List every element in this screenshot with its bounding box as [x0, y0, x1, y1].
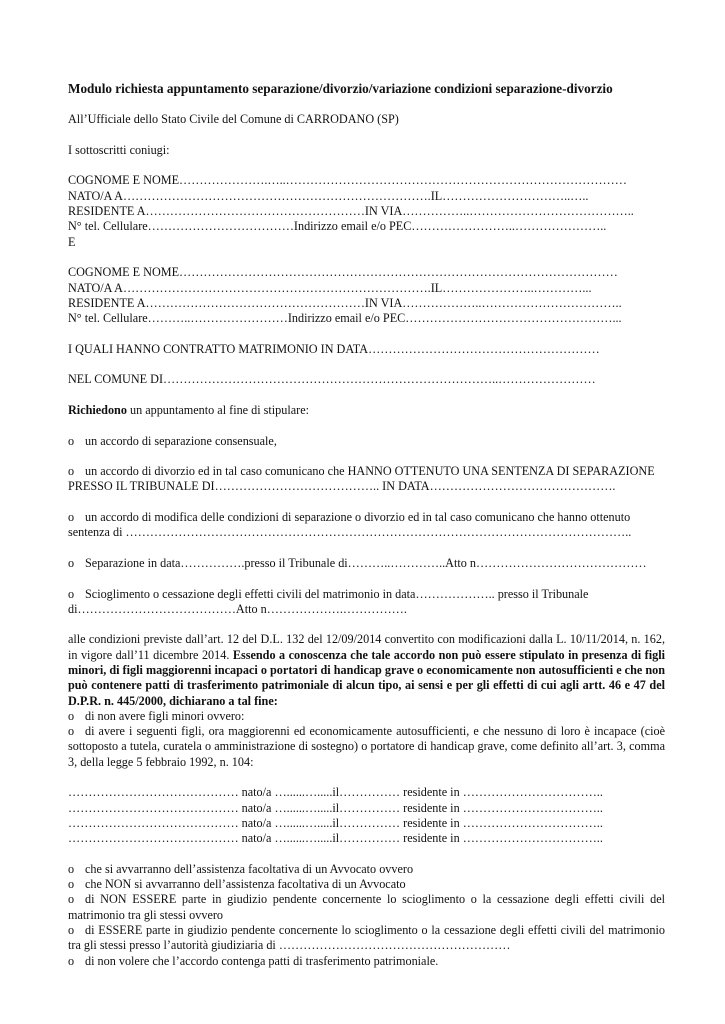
law-paragraph — [68, 632, 665, 708]
law-text: alle condizioni previste dall’art. 12 del D.L. 132 del 12/09/2014 convertito con modificazioni dalla L. 10/11/2014, n. 162, in vigore dall’11 dicembre 2014. — [68, 632, 665, 662]
document-title: Modulo richiesta appuntamento separazione/divorzio/variazione condizioni separazione-divorzio — [68, 81, 613, 96]
child-row[interactable]: …………………………………… nato/a …......….....il…………… residente in …………………………….. — [68, 800, 603, 815]
child-row[interactable]: …………………………………… nato/a …......….....il…………… residente in …………………………….. — [68, 815, 603, 830]
checkbox-icon[interactable]: o — [68, 923, 75, 938]
checkbox-icon[interactable]: o — [68, 861, 75, 876]
option-separation[interactable]: o un accordo di separazione consensuale, — [68, 433, 277, 448]
marriage-place-field[interactable]: NEL COMUNE DI………………………………………………………………………..…………………… — [68, 372, 596, 387]
request-line — [68, 403, 665, 418]
spouse-1-name-field[interactable]: COGNOME E NOME………………….…..………………………………………………………………………… — [68, 173, 627, 188]
option-without-lawyer[interactable]: o che NON si avvarranno dell’assistenza facoltativa di un Avvocato — [68, 877, 406, 892]
checkbox-icon[interactable]: o — [68, 877, 75, 892]
checkbox-icon[interactable]: o — [68, 510, 75, 525]
checkbox-icon[interactable]: o — [68, 708, 75, 723]
intro-text: I sottoscritti coniugi: — [68, 142, 170, 157]
spouse-2-contact-field[interactable]: N° tel. Cellulare………..……………………Indirizzo email e/o PEC……………………………………………... — [68, 311, 622, 326]
checkbox-icon[interactable]: o — [68, 555, 75, 570]
request-rest: un appuntamento al fine di stipulare: — [126, 402, 310, 417]
declaration-no-minors[interactable]: o di non avere figli minori ovvero: — [68, 708, 245, 723]
option-pending-case[interactable]: o di ESSERE parte in giudizio pendente concernente lo scioglimento o la cessazione degli effetti civili del matrimonio tra gli stessi presso l’autorità giudiziaria di ………………………………………………… — [68, 923, 665, 953]
sentence-field[interactable]: sentenza di …………………………………………………………………………………………………………….. — [68, 525, 632, 540]
checkbox-icon[interactable]: o — [68, 464, 75, 479]
option-with-lawyer[interactable]: o che si avvarranno dell’assistenza facoltativa di un Avvocato ovvero — [68, 861, 414, 876]
child-row[interactable]: …………………………………… nato/a …......….....il…………… residente in …………………………….. — [68, 831, 603, 846]
checkbox-icon[interactable]: o — [68, 586, 75, 601]
spouse-2-block — [68, 265, 665, 326]
declaration-adult-children[interactable]: o di avere i seguenti figli, ora maggiorenni ed economicamente autosufficienti, e che nessuno di loro è incapace (cioè sottoposto a tutela, curatela o amministrazione di sostegno) o portatore di handicap grave, come definito all’art. 3, comma 3, della legge 5 febbraio 1992, n. 104: — [68, 724, 665, 769]
option-modify-conditions[interactable]: o un accordo di modifica delle condizioni di separazione o divorzio ed in tal caso comunicano che hanno ottenuto sentenza di …………………………………………………………………………………………………………….. — [68, 510, 665, 541]
divorce-tribunal-field[interactable]: PRESSO IL TRIBUNALE DI………………………………….. IN DATA………………………………………. — [68, 479, 616, 494]
law-declaration: Essendo a conoscenza che tale accordo non può essere stipulato in presenza di figli minori, di figli maggiorenni incapaci o portatori di handicap grave o economicamente non autosufficienti e che non può contenere patti di trasferimento patrimoniale di alcun tipo, ai sensi e per gli effetti di cui agli artt. 46 e 47 del D.P.R. n. 445/2000, dichiarano a tal fine: — [68, 647, 665, 708]
checkbox-icon[interactable]: o — [68, 724, 75, 739]
checkbox-icon[interactable]: o — [68, 892, 75, 907]
spouse-1-birth-field[interactable]: NATO/A A………………………………………………………………….IL…………………………..….. — [68, 188, 589, 203]
child-row[interactable]: …………………………………… nato/a …......….....il…………… residente in …………………………….. — [68, 785, 603, 800]
conjunction-e: E — [68, 234, 76, 249]
option-dissolution[interactable]: o Scioglimento o cessazione degli effetti civili del matrimonio in data……………….. presso il Tribunale di…………………………………Atto n……………….……………. — [68, 587, 665, 618]
spouse-1-block — [68, 173, 665, 249]
dissolution-tribunal-field[interactable]: di…………………………………Atto n……………….……………. — [68, 601, 407, 616]
checkbox-icon[interactable]: o — [68, 433, 75, 448]
spouse-2-name-field[interactable]: COGNOME E NOME……………………………………………………………………………………………… — [68, 265, 618, 280]
option-no-property-transfer[interactable]: o di non volere che l’accordo contenga patti di trasferimento patrimoniale. — [68, 953, 439, 968]
spouse-1-contact-field[interactable]: N° tel. Cellulare………………………………Indirizzo email e/o PEC……………………..………………….. — [68, 219, 607, 234]
addressee: All’Ufficiale dello Stato Civile del Comune di CARRODANO (SP) — [68, 112, 399, 127]
request-verb: Richiedono — [68, 402, 127, 417]
option-separation-date[interactable]: o Separazione in data…………….presso il Tribunale di………..…………..Atto n…………………………………… — [68, 555, 647, 570]
option-divorce[interactable]: o un accordo di divorzio ed in tal caso comunicano che HANNO OTTENUTO UNA SENTENZA DI SEPARAZIONE PRESSO IL TRIBUNALE DI………………………………….. IN DATA………………………………………. — [68, 464, 665, 495]
spouse-2-birth-field[interactable]: NATO/A A………………………………………………………………….IL…………………..…………... — [68, 280, 592, 295]
marriage-date-field[interactable]: I QUALI HANNO CONTRATTO MATRIMONIO IN DATA………………………………………………… — [68, 341, 600, 356]
option-no-pending-case[interactable]: o di NON ESSERE parte in giudizio pendente concernente lo scioglimento o la cessazione degli effetti civili del matrimonio tra gli stessi ovvero — [68, 892, 665, 922]
spouse-1-residence-field[interactable]: RESIDENTE A………………………………………………IN VIA……………..………………………………….. — [68, 204, 634, 219]
checkbox-icon[interactable]: o — [68, 953, 75, 968]
children-list — [68, 785, 665, 846]
spouse-2-residence-field[interactable]: RESIDENTE A………………………………………………IN VIA………………..…………………………….. — [68, 295, 622, 310]
